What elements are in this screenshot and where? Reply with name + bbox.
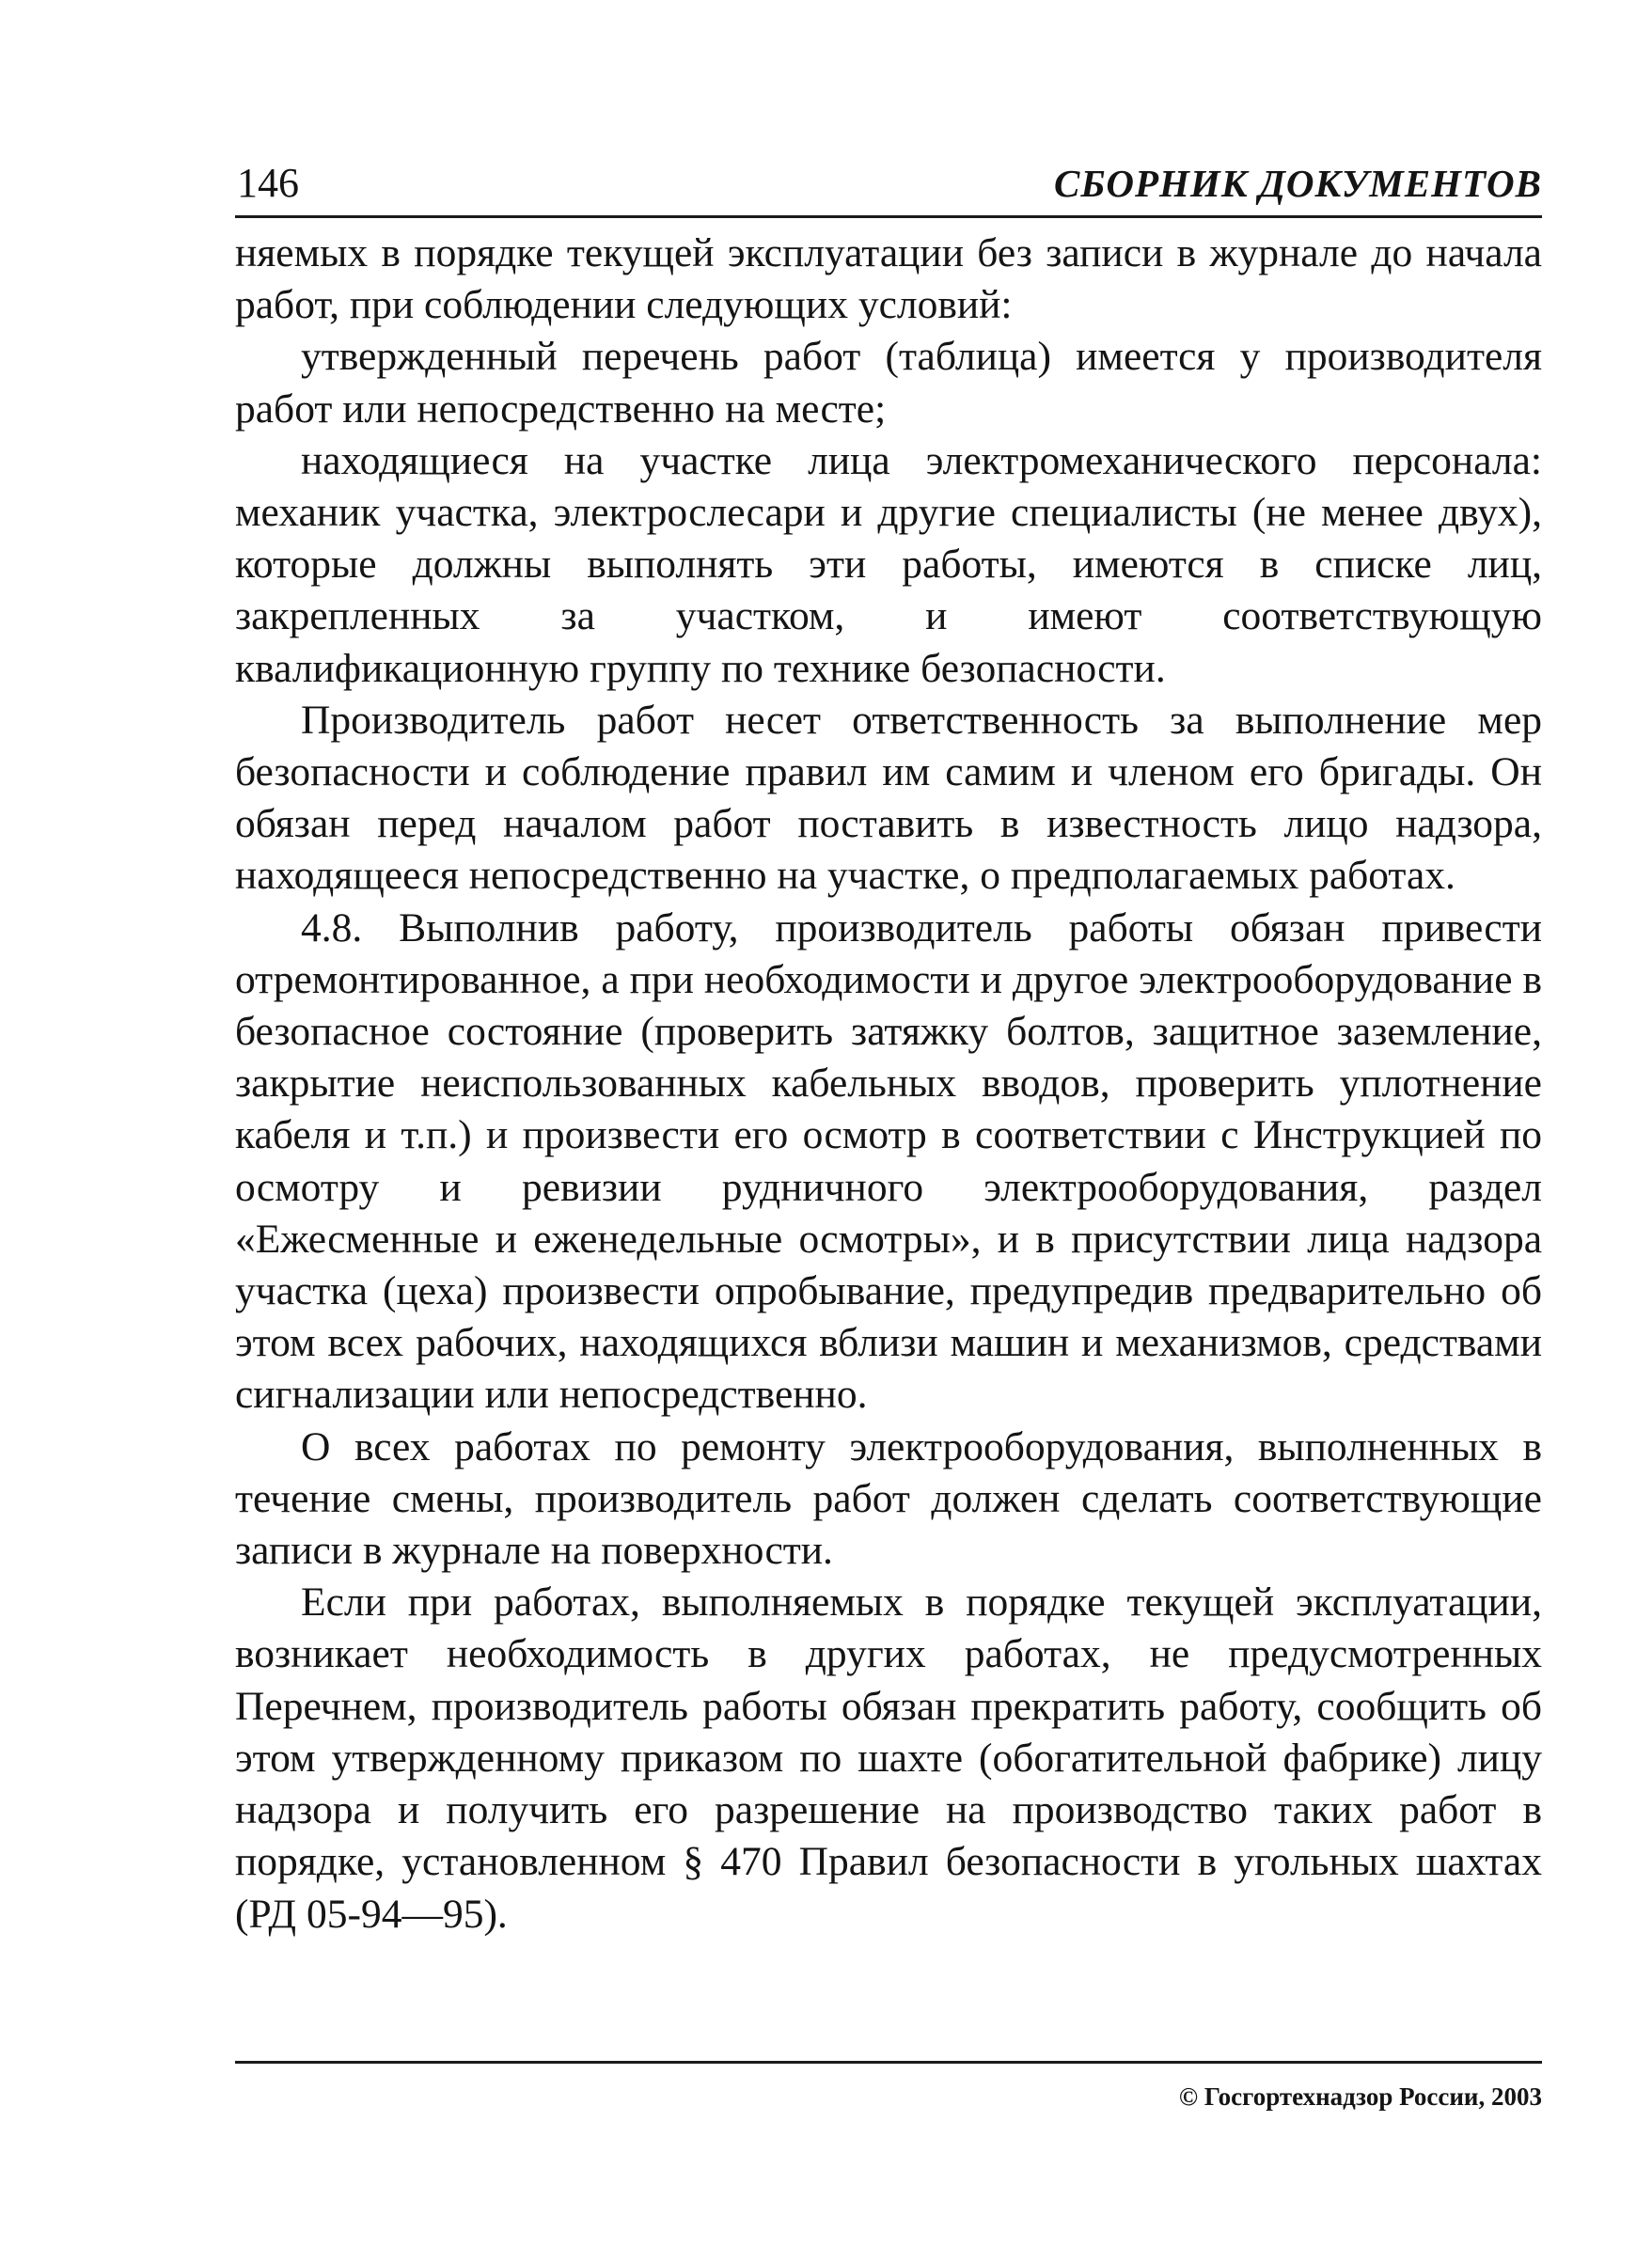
- paragraph-4-8: 4.8. Выполнив работу, производитель работы обязан привести отремонтированное, а при необходимости и другое электрооборудование в безопасное состояние (проверить затяжку болтов, защитное заземление, закрытие неиспользованных кабельных вводов, проверить уплотнение кабеля и т.п.) и произвести его осмотр в соответствии с Инструкцией по осмотру и ревизии рудничного электрооборудования, раздел «Ежесменные и еженедельные осмотры», и в присутствии лица надзора участка (цеха) произвести опробывание, предупредив предварительно об этом всех рабочих, находящихся вблизи машин и механизмов, средствами сигнализации или непосредственно.: [235, 904, 1542, 1418]
- page-number: 146: [237, 160, 299, 206]
- paragraph-responsibility: Производитель работ несет ответственность за выполнение мер безопасности и соблюдение правил им самим и членом его бригады. Он обязан перед началом работ поставить в известность лицо надзора, находящееся непосредственно на участке, о предполагаемых работах.: [235, 697, 1542, 899]
- page-header: [235, 155, 1542, 221]
- running-title: СБОРНИК ДОКУМЕНТОВ: [1054, 162, 1542, 205]
- paragraph-condition-2: находящиеся на участке лица электромеханического персонала: механик участка, электрослесари и другие специалисты (не менее двух), которые должны выполнять эти работы, имеются в списке лиц, закрепленных за участком, и имеют соответствующую квалификационную группу по технике безопасности.: [235, 437, 1542, 691]
- paragraph-records: О всех работах по ремонту электрооборудования, выполненных в течение смены, производитель работ должен сделать соответствующие записи в журнале на поверхности.: [235, 1423, 1542, 1574]
- paragraph-condition-1: утвержденный перечень работ (таблица) имеется у производителя работ или непосредственно на месте;: [235, 334, 1542, 432]
- paragraph-continuation: няемых в порядке текущей эксплуатации без записи в журнале до начала работ, при соблюдении следующих условий:: [235, 230, 1542, 328]
- paragraph-other-works: Если при работах, выполняемых в порядке текущей эксплуатации, возникает необходимость в других работах, не предусмотренных Перечнем, производитель работы обязан прекратить работу, сообщить об этом утвержденному приказом по шахте (обогатительной фабрике) лицу надзора и получить его разрешение на производство таких работ в порядке, установленном § 470 Правил безопасности в угольных шахтах (РД 05-94—95).: [235, 1579, 1542, 1937]
- footer-rule: [235, 2061, 1542, 2064]
- copyright-notice: © Госгортехнадзор России, 2003: [1178, 2082, 1542, 2111]
- body-text: [235, 228, 1542, 1941]
- header-rule: [235, 215, 1542, 218]
